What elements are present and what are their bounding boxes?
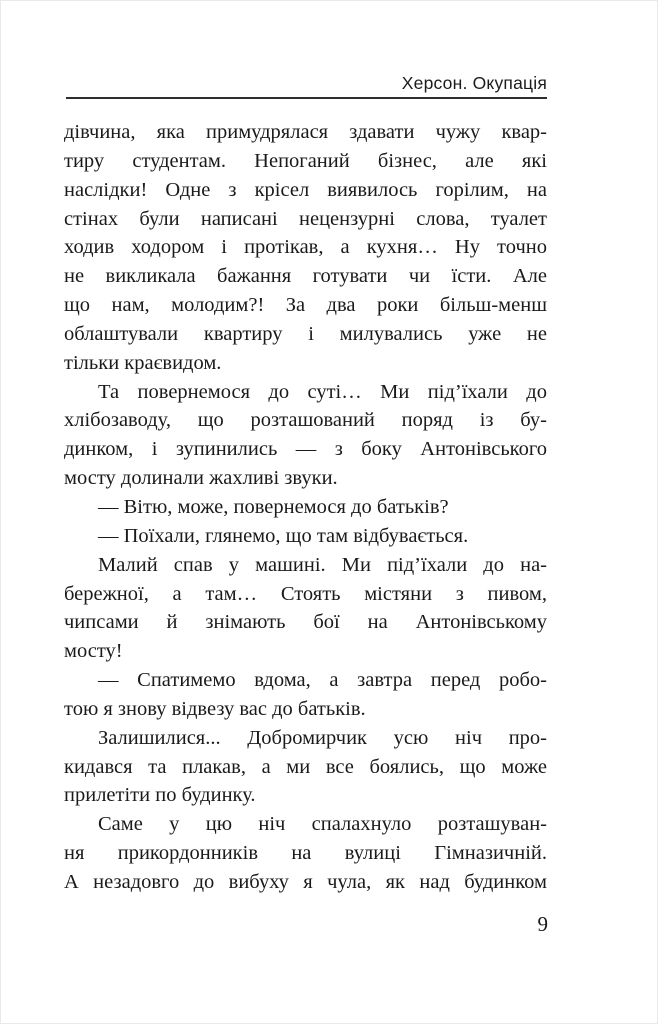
text-line: мосту долинали жахливі звуки. [64, 467, 338, 490]
running-header: Херсон. Окупація [401, 73, 547, 93]
text-line: мосту! [64, 640, 123, 663]
text-line: — Вітю, може, повернемося до батьків? [98, 495, 449, 518]
text-line: що нам, молодим?! За два роки більш-менш [64, 294, 547, 317]
text-line: бережної, а там… Стоять містяни з пивом, [64, 582, 547, 605]
text-line: не викликала бажання готувати чи їсти. Але [64, 265, 547, 288]
text-line: чипсами й знімають бої на Антонівському [64, 611, 547, 634]
text-line: ня прикордонників на вулиці Гімназичній. [64, 842, 547, 865]
text-line: хлібозаводу, що розташований поряд із бу- [64, 409, 547, 432]
page-number: 9 [537, 912, 548, 936]
text-line: тільки краєвидом. [64, 351, 222, 374]
text-line: тою я знову відвезу вас до батьків. [64, 697, 366, 720]
text-line: тиру студентам. Непоганий бізнес, але які [64, 149, 547, 172]
text-line: наслідки! Одне з крісел виявилось горілим, на [64, 178, 547, 201]
text-line: — Поїхали, глянемо, що там відбувається. [98, 524, 469, 547]
text-line: Саме у цю ніч спалахнуло розташуван- [98, 813, 547, 836]
text-line: — Спатимемо вдома, а завтра перед робо- [98, 669, 547, 692]
text-line: прилетіти по будинку. [64, 784, 256, 807]
text-line: стінах були написані нецензурні слова, туалет [64, 207, 547, 230]
body-text [64, 118, 547, 897]
text-line: динком, і зупинились — з боку Антонівського [64, 438, 547, 461]
text-line: кидався та плакав, а ми все боялись, що може [64, 755, 547, 778]
text-line: облаштували квартиру і милувались уже не [64, 322, 547, 345]
header-rule [66, 97, 547, 99]
text-line: дівчина, яка примудрялася здавати чужу квар- [64, 121, 547, 143]
text-line: А незадовго до вибуху я чула, як над будинком [64, 870, 547, 893]
text-line: Та повернемося до суті… Ми під’їхали до [98, 380, 547, 403]
text-line: Малий спав у машині. Ми під’їхали до на- [98, 553, 547, 576]
text-line: ходив ходором і протікав, а кухня… Ну точно [64, 236, 547, 259]
text-line: Залишилися... Добромирчик усю ніч про- [98, 726, 547, 749]
